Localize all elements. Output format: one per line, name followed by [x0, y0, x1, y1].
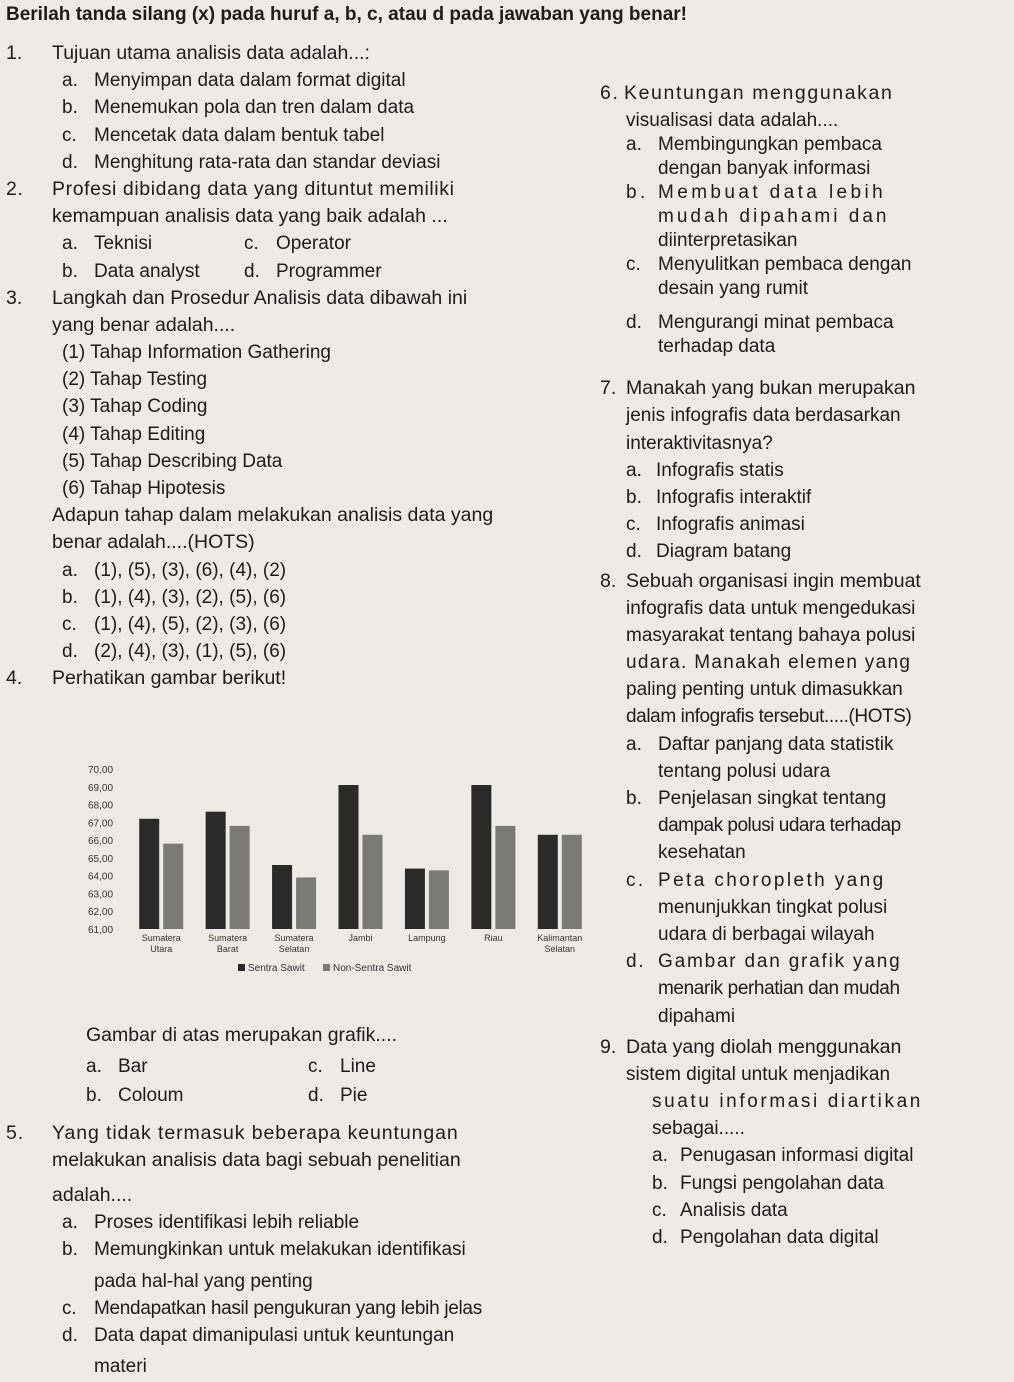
q5-stem: 5. Yang tidak termasuk beberapa keuntungan	[6, 1121, 459, 1144]
q4-option-b[interactable]: b. Coloum	[86, 1085, 184, 1107]
q3-step: (3) Tahap Coding	[62, 396, 208, 418]
q4-options-ac	[6, 1053, 606, 1080]
q6-option-b[interactable]: b. Membuat data lebih	[626, 182, 887, 204]
right-column	[600, 80, 1010, 1251]
y-tick-label: 63,00	[88, 889, 114, 901]
x-tick-label: Sumatera	[141, 933, 181, 943]
q6-stem: 6. Keuntungan menggunakan	[600, 82, 894, 104]
q7-option-d[interactable]: d. Diagram batang	[626, 541, 792, 563]
q2-option-c[interactable]: c. Operator	[244, 233, 351, 255]
q7-stem-2: jenis infografis data berdasarkan	[626, 405, 901, 427]
q8-stem-4: udara. Manakah elemen yang	[626, 652, 912, 674]
q8-option-d-cont2: dipahami	[658, 1005, 736, 1027]
q3-step: (1) Tahap Information Gathering	[62, 342, 331, 364]
q9-option-b[interactable]: b. Fungsi pengolahan data	[652, 1172, 884, 1194]
bar-non-sentra-sawit	[363, 835, 383, 929]
q7-option-a[interactable]: a. Infografis statis	[626, 459, 784, 481]
q6-option-d-cont: terhadap data	[658, 336, 776, 358]
y-tick-label: 65,00	[88, 853, 114, 865]
q8-option-b-cont: dampak polusi udara terhadap	[658, 815, 901, 837]
q3-step: (6) Tahap Hipotesis	[62, 478, 226, 499]
q1-option-d[interactable]: d. Menghitung rata-rata dan standar deviasi	[62, 151, 441, 173]
q4-option-a[interactable]: a. Bar	[86, 1056, 148, 1078]
q7-option-c[interactable]: c. Infografis animasi	[626, 514, 805, 536]
y-tick-label: 62,00	[88, 907, 114, 919]
bar-sentra-sawit	[538, 835, 558, 929]
x-tick-label: Jambi	[348, 933, 373, 943]
q5-option-b-cont: pada hal-hal yang penting	[94, 1270, 313, 1292]
q6-option-a-cont: dengan banyak informasi	[658, 158, 871, 180]
left-column	[6, 40, 606, 693]
q2-options-bd	[6, 258, 606, 285]
q9-stem: 9. Data yang diolah menggunakan	[600, 1035, 902, 1058]
y-tick-label: 64,00	[88, 871, 114, 883]
y-tick-label: 66,00	[88, 836, 114, 848]
x-tick-label: Sumatera	[274, 933, 314, 943]
q9-option-d[interactable]: d. Pengolahan data digital	[652, 1227, 879, 1248]
x-tick-label: Selatan	[278, 944, 310, 954]
q4-question: Gambar di atas merupakan grafik....	[86, 1024, 398, 1046]
bar-sentra-sawit	[471, 785, 491, 929]
q5-option-d[interactable]: d. Data dapat dimanipulasi untuk keuntungan	[62, 1324, 455, 1346]
q2-option-a[interactable]: a. Teknisi	[62, 233, 153, 255]
q3-option-d[interactable]: d. (2), (4), (3), (1), (5), (6)	[62, 641, 287, 663]
q5-option-c[interactable]: c. Mendapatkan hasil pengukuran yang lebih jelas	[62, 1297, 482, 1319]
x-tick-label: Kalimantan	[537, 933, 583, 943]
instruction-header: Berilah tanda silang (x) pada huruf a, b, c, atau d pada jawaban yang benar!	[6, 4, 687, 25]
q2-option-b[interactable]: b. Data analyst	[62, 260, 200, 282]
q8-stem-3: masyarakat tentang bahaya polusi	[626, 624, 916, 646]
q3-stem: 3. Langkah dan Prosedur Analisis data dibawah ini	[6, 286, 468, 309]
y-tick-label: 70,00	[88, 765, 114, 776]
q9-option-c[interactable]: c. Analisis data	[652, 1199, 788, 1221]
x-tick-label: Riau	[484, 933, 503, 943]
q3-step: (2) Tahap Testing	[62, 369, 208, 391]
bar-sentra-sawit	[272, 865, 292, 929]
bar-non-sentra-sawit	[163, 844, 183, 929]
bar-sentra-sawit	[405, 869, 425, 929]
bar-chart	[88, 757, 598, 1017]
q3-stem-4: benar adalah....(HOTS)	[52, 531, 255, 554]
q4-option-d[interactable]: d. Pie	[308, 1085, 368, 1107]
q1-option-b[interactable]: b. Menemukan pola dan tren dalam data	[62, 97, 415, 119]
q8-option-b[interactable]: b. Penjelasan singkat tentang	[626, 788, 887, 809]
q5-stem-3: adalah....	[52, 1183, 133, 1206]
q3-stem-3: Adapun tahap dalam melakukan analisis data yang	[52, 504, 494, 527]
q9-stem-3: suatu informasi diartikan	[652, 1091, 923, 1113]
q6-option-a[interactable]: a. Membingungkan pembaca	[626, 134, 882, 156]
q7-option-b[interactable]: b. Infografis interaktif	[626, 486, 812, 508]
q6-option-b-cont: mudah dipahami dan	[658, 206, 890, 228]
bar-non-sentra-sawit	[562, 835, 582, 929]
q1-option-c[interactable]: c. Mencetak data dalam bentuk tabel	[62, 124, 385, 146]
bar-non-sentra-sawit	[230, 826, 250, 929]
q4-option-c[interactable]: c. Line	[308, 1056, 376, 1078]
q1-stem: 1. Tujuan utama analisis data adalah...:	[6, 42, 370, 64]
legend-swatch-sentra	[238, 964, 245, 971]
q8-option-d-cont: menarik perhatian dan mudah	[658, 978, 900, 1000]
y-tick-label: 68,00	[88, 800, 114, 812]
legend-label-sentra: Sentra Sawit	[248, 963, 305, 974]
legend-swatch-non-sentra	[323, 964, 330, 971]
q2-option-d[interactable]: d. Programmer	[244, 260, 382, 282]
q7-stem: 7. Manakah yang bukan merupakan	[600, 377, 916, 400]
q6-option-d[interactable]: d. Mengurangi minat pembaca	[626, 312, 894, 334]
q3-step: (5) Tahap Describing Data	[62, 450, 283, 472]
q8-stem-2: infografis data untuk mengedukasi	[626, 597, 916, 619]
q8-option-c[interactable]: c. Peta choropleth yang	[626, 869, 886, 891]
q9-option-a[interactable]: a. Penugasan informasi digital	[652, 1145, 914, 1167]
q5-option-d-cont: materi	[94, 1356, 147, 1378]
y-tick-label: 69,00	[88, 782, 114, 794]
q2-stem-2: kemampuan analisis data yang baik adalah ...	[52, 205, 448, 228]
left-column-lower	[6, 1022, 606, 1380]
q6-option-c[interactable]: c. Menyulitkan pembaca dengan	[626, 254, 912, 276]
q2-options-ac	[6, 230, 606, 257]
q8-option-c-cont2: udara di berbagai wilayah	[658, 923, 875, 945]
q6-option-b-cont2: diinterpretasikan	[658, 230, 798, 252]
q8-option-a[interactable]: a. Daftar panjang data statistik	[626, 733, 894, 755]
x-tick-label: Sumatera	[208, 933, 248, 943]
q5-option-b[interactable]: b. Memungkinkan untuk melakukan identifikasi	[62, 1239, 466, 1261]
x-tick-label: Selatan	[544, 944, 576, 954]
q1-option-a[interactable]: a. Menyimpan data dalam format digital	[62, 70, 406, 92]
q8-option-b-cont2: kesehatan	[658, 842, 746, 864]
q8-option-a-cont: tentang polusi udara	[658, 760, 831, 782]
q5-stem-2: melakukan analisis data bagi sebuah penelitian	[52, 1148, 461, 1171]
q7-stem-3: interaktivitasnya?	[626, 432, 773, 454]
q3-option-a[interactable]: a. (1), (5), (3), (6), (4), (2)	[62, 559, 287, 581]
q6-option-c-cont: desain yang rumit	[658, 278, 808, 300]
y-tick-label: 61,00	[88, 925, 114, 936]
legend-label-non-sentra: Non-Sentra Sawit	[333, 963, 412, 974]
q8-stem-5: paling penting untuk dimasukkan	[626, 679, 903, 701]
x-tick-label: Barat	[216, 944, 239, 954]
bar-non-sentra-sawit	[429, 870, 449, 929]
q3-stem-2: yang benar adalah....	[52, 313, 236, 336]
q9-stem-4: sebagai.....	[652, 1118, 745, 1140]
y-tick-label: 67,00	[88, 818, 114, 830]
q4-options-bd	[6, 1082, 606, 1109]
bar-non-sentra-sawit	[296, 877, 316, 929]
q5-option-a[interactable]: a. Proses identifikasi lebih reliable	[62, 1212, 360, 1234]
bar-non-sentra-sawit	[495, 826, 515, 929]
bar-sentra-sawit	[139, 819, 159, 929]
q3-option-b[interactable]: b. (1), (4), (3), (2), (5), (6)	[62, 586, 287, 608]
bar-sentra-sawit	[339, 785, 359, 929]
q3-option-c[interactable]: c. (1), (4), (5), (2), (3), (6)	[62, 613, 287, 635]
q6-stem-2: visualisasi data adalah....	[626, 110, 839, 132]
q2-stem: 2. Profesi dibidang data yang dituntut memiliki	[6, 177, 455, 200]
q3-step: (4) Tahap Editing	[62, 423, 206, 445]
q4-stem: 4. Perhatikan gambar berikut!	[6, 667, 287, 690]
x-tick-label: Lampung	[408, 933, 446, 943]
x-tick-label: Utara	[150, 944, 173, 954]
q8-stem-6: dalam infografis tersebut.....(HOTS)	[626, 706, 912, 728]
q9-stem-2: sistem digital untuk menjadikan	[626, 1063, 891, 1085]
q8-stem: 8. Sebuah organisasi ingin membuat	[600, 569, 921, 592]
q8-option-c-cont: menunjukkan tingkat polusi	[658, 896, 888, 918]
q8-option-d[interactable]: d. Gambar dan grafik yang	[626, 951, 902, 973]
bar-sentra-sawit	[206, 812, 226, 929]
bar-chart-svg	[88, 757, 598, 1017]
